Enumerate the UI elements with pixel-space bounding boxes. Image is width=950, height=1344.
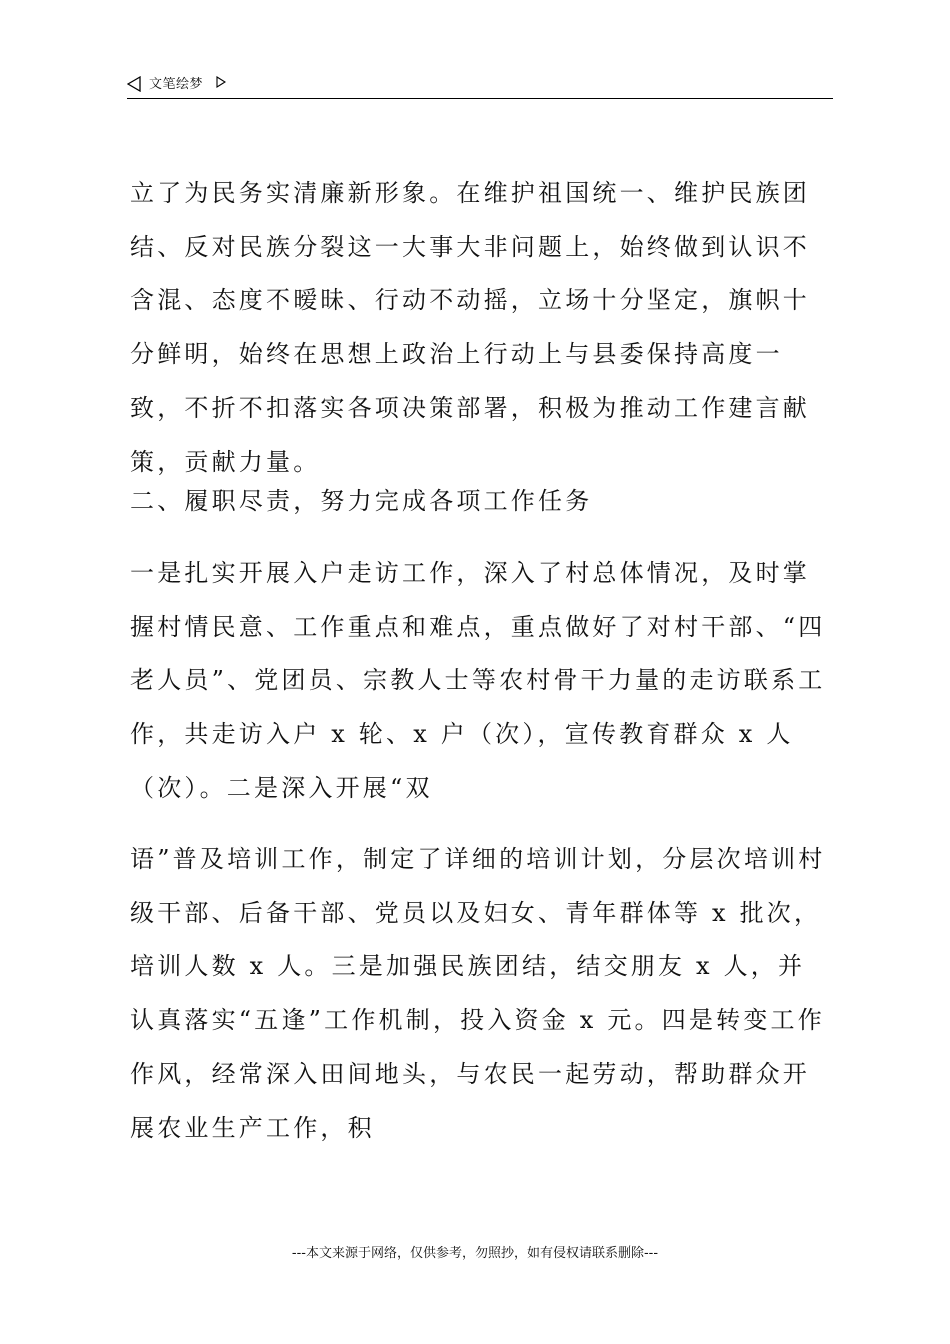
triangle-left-icon xyxy=(127,76,141,92)
footer-disclaimer: ---本文来源于网络，仅供参考，勿照抄，如有侵权请联系删除--- xyxy=(291,1246,659,1261)
header-title: 文笔绘梦 xyxy=(149,77,204,92)
paragraph-1: 立了为民务实清廉新形象。在维护祖国统一、维护民族团结、反对民族分裂这一大事大非问题上，始终做到认识不含混、态度不暧昧、行动不动摇，立场十分坚定，旗帜十分鲜明，始终在思想上政治上行动上与县委保持高度一致，不折不扣落实各项决策部署，积极为推动工作建言献策，贡献力量。 xyxy=(130,179,810,476)
paragraph-3: 语”普及培训工作，制定了详细的培训计划，分层次培训村级干部、后备干部、党员以及妇女、青年群体等 x 批次，培训人数 x 人。三是加强民族团结，结交朋友 x 人，并认真落实“五逢”工作机制，投入资金 x 元。四是转变工作作风，经常深入田间地头，与农民一起劳动，帮助群众开展农业生产工作，积 xyxy=(130,845,826,1142)
section-heading-2: 二、履职尽责，努力完成各项工作任务 xyxy=(130,487,593,515)
triangle-right-icon xyxy=(216,76,226,88)
paragraph-2: 一是扎实开展入户走访工作，深入了村总体情况，及时掌握村情民意、工作重点和难点，重点做好了对村干部、“四老人员”、党团员、宗教人士等农村骨干力量的走访联系工作，共走访入户 x 轮、x 户（次），宣传教育群众 x 人（次）。二是深入开展“双 xyxy=(130,559,826,802)
page-header xyxy=(127,74,833,99)
